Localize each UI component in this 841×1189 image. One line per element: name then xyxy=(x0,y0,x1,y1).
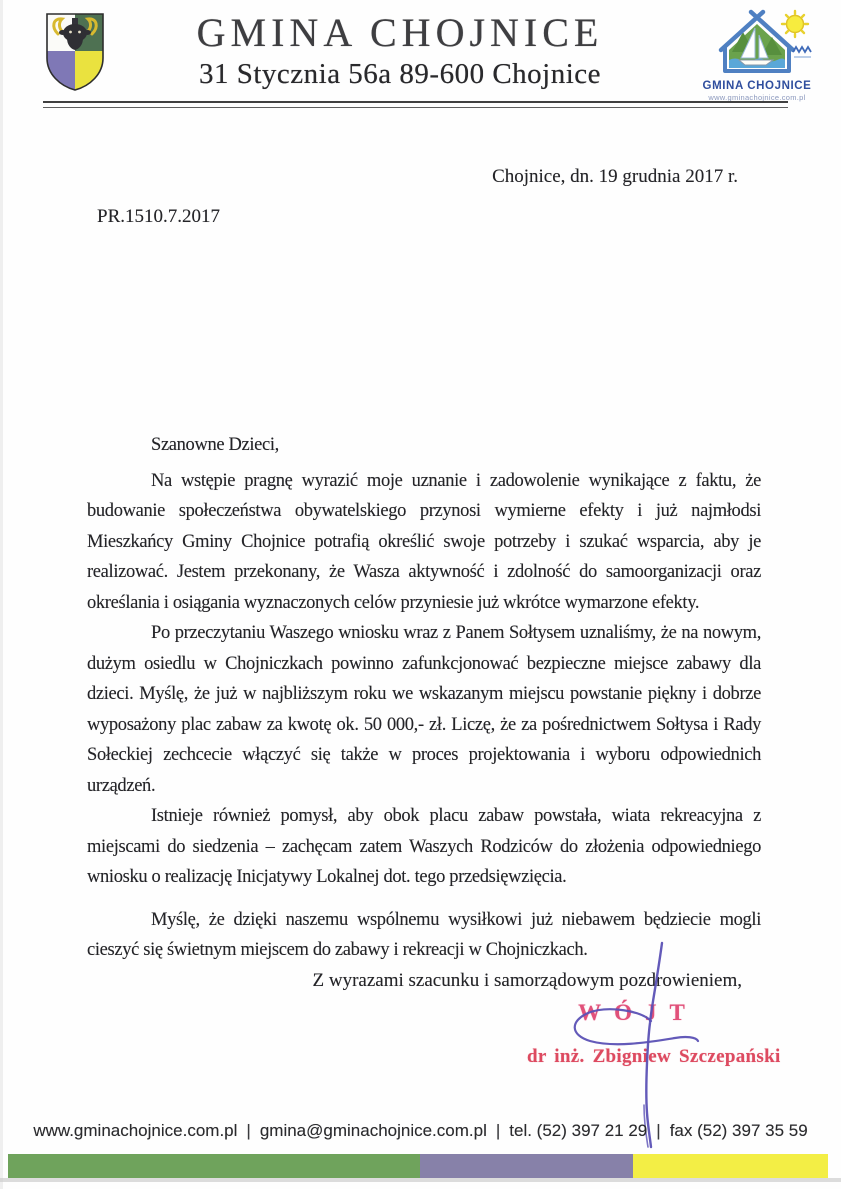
footer-separator: | xyxy=(656,1121,661,1140)
dateline: Chojnice, dn. 19 grudnia 2017 r. xyxy=(492,166,738,187)
paragraph: Po przeczytaniu Waszego wniosku wraz z Panem Sołtysem uznaliśmy, że na nowym, dużym osiedlu w Chojniczkach powinno zafunkcjonować bezpieczne miejsce zabawy dla dzieci. Myślę, że już w najbliższym roku we wskazanym miejscu powstanie piękny i dobrze wyposażony plac zabaw za kwotę ok. 50 000,- zł. Liczę, że za pośrednictwem Sołtysa i Rady Sołeckiej zechcecie włączyć się także w proces projektowania i wyboru odpowiednich urządzeń. xyxy=(87,623,761,796)
contact-line xyxy=(0,1121,841,1141)
signer-name: dr inż. Zbigniew Szczepański xyxy=(527,1046,781,1067)
stripe-yellow-segment xyxy=(633,1154,828,1178)
footer-website: www.gminachojnice.com.pl xyxy=(33,1121,238,1140)
municipality-address: 31 Stycznia 56a 89-600 Chojnice xyxy=(198,58,602,90)
paragraph: Na wstępie pragnę wyrazić moje uznanie i zadowolenie wynikające z faktu, że budowanie społeczeństwa obywatelskiego przynosi wymierne efekty i już najmłodsi Mieszkańcy Gminy Chojnice potrafią określić swoje potrzeby i szukać wsparcia, aby je realizować. Jestem przekonany, że Wasza aktywność i zdolność do samoorganizacji oraz określania i osiągania wyznaczonych celów przyniesie już wkrótce wymarzone efekty. xyxy=(87,470,761,613)
mayor-stamp-title: WÓJT xyxy=(578,1000,698,1025)
salutation: Szanowne Dzieci, xyxy=(151,435,279,455)
stripe-purple-segment xyxy=(420,1154,633,1178)
stripe-green-segment xyxy=(8,1154,420,1178)
footer-email: gmina@gminachojnice.com.pl xyxy=(259,1121,487,1140)
logo-caption: GMINA CHOJNICE xyxy=(702,80,812,92)
header-divider xyxy=(43,101,788,108)
letterhead-center xyxy=(150,10,650,92)
municipality-logo xyxy=(699,8,815,102)
scan-bottom-shadow xyxy=(0,1178,841,1182)
closing-line: Z wyrazami szacunku i samorządowym pozdrowieniem, xyxy=(312,970,742,991)
footer-color-stripe xyxy=(8,1154,828,1178)
logo-url: www.gminachojnice.com.pl xyxy=(708,93,806,102)
letter-body xyxy=(87,430,761,966)
paragraph: Myślę, że dzięki naszemu wspólnemu wysiłkowi już niebawem będziecie mogli cieszyć się świetnym miejscem do zabawy i rekreacji w Chojniczkach. xyxy=(87,909,761,960)
footer-fax: fax (52) 397 35 59 xyxy=(669,1121,808,1140)
reference-number: PR.1510.7.2017 xyxy=(97,206,220,227)
footer-phone: tel. (52) 397 21 29 xyxy=(509,1121,648,1140)
pen-signature xyxy=(530,935,730,1150)
footer-separator: | xyxy=(495,1121,501,1140)
scan-edge-artifact xyxy=(0,0,3,1189)
paragraph: Istnieje również pomysł, aby obok placu zabaw powstała, wiata rekreacyjna z miejscami do siedzenia – zachęcam zatem Waszych Rodziców do złożenia odpowiedniego wniosku o realizację Inicjatywy Lokalnej dot. tego przedsięwzięcia. xyxy=(87,806,761,887)
footer-separator: | xyxy=(246,1121,251,1140)
municipality-name: GMINA CHOJNICE xyxy=(196,10,604,55)
coat-of-arms-icon xyxy=(45,12,105,93)
sun-icon xyxy=(782,11,808,37)
logo-house-icon xyxy=(701,8,813,74)
